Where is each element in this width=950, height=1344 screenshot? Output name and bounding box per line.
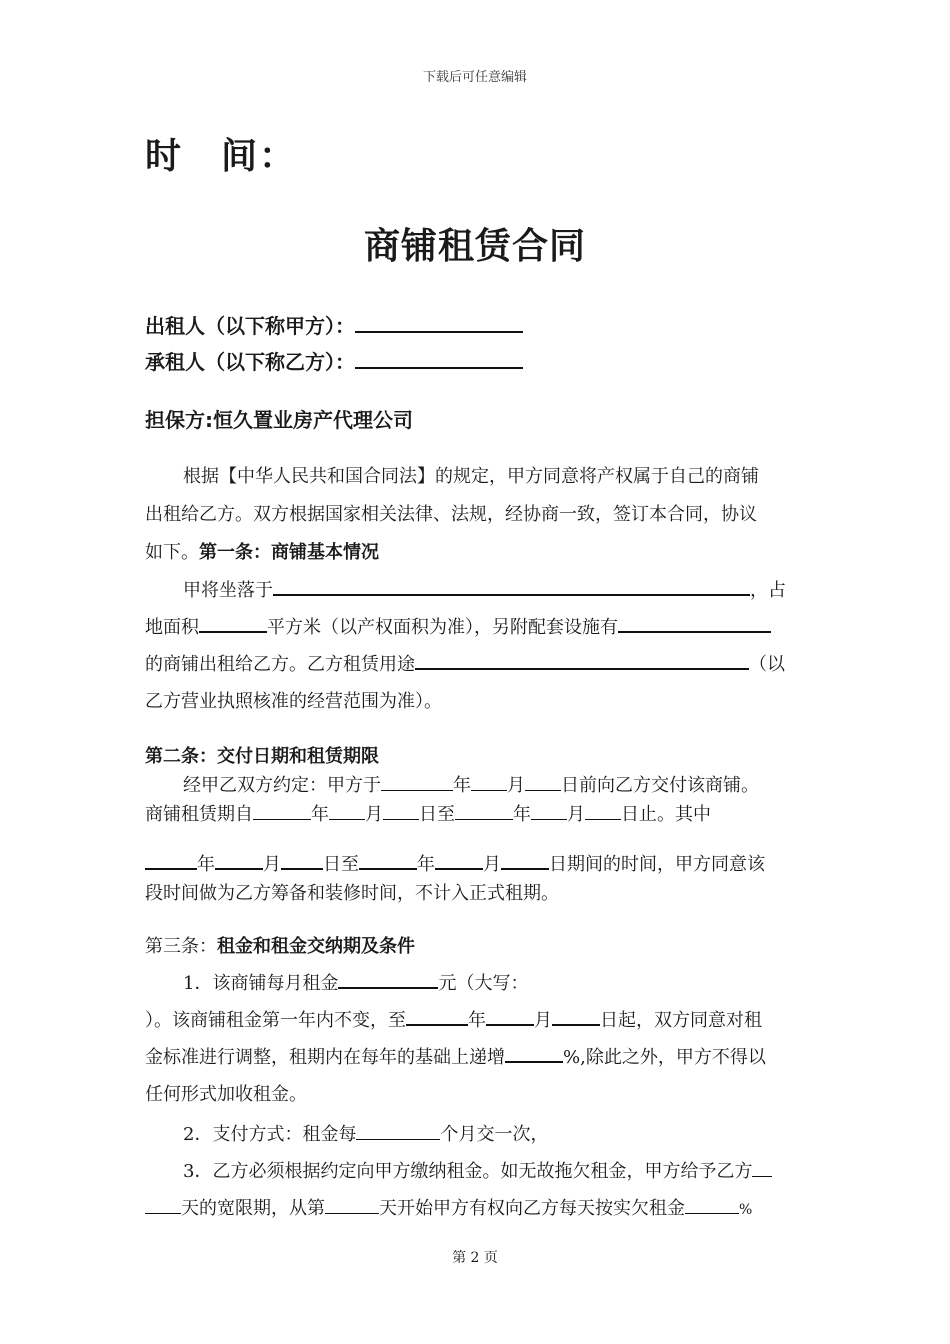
- lease-end-day-blank[interactable]: [585, 801, 621, 820]
- page-number: 第 2 页: [452, 1250, 498, 1266]
- month-label: 月: [507, 775, 525, 796]
- lessee-line: [145, 345, 523, 375]
- fitout-start-year-blank[interactable]: [145, 850, 197, 870]
- payment-period-blank[interactable]: [356, 1121, 440, 1140]
- art2-text: 日至: [323, 854, 359, 875]
- lease-start-year-blank[interactable]: [253, 801, 311, 820]
- art3-p2-line: [183, 1120, 548, 1144]
- art1-line-3: [145, 650, 785, 674]
- grace-days-blank-part2[interactable]: [145, 1195, 181, 1214]
- month-label: 月: [567, 804, 585, 825]
- time-label: 时 间：: [145, 136, 298, 177]
- art2-line-3: [145, 850, 765, 874]
- art2-text: 日至: [419, 804, 455, 825]
- art2-line-1: [183, 771, 759, 795]
- art3-p1-line-3: [145, 1043, 766, 1067]
- usage-blank[interactable]: [415, 650, 749, 670]
- lease-start-month-blank[interactable]: [329, 801, 365, 820]
- lease-end-month-blank[interactable]: [531, 801, 567, 820]
- art3-text: %,除此之外，甲方不得以: [563, 1047, 766, 1068]
- grace-days-blank-part1[interactable]: [752, 1158, 772, 1177]
- lessor-label: 出租人（以下称甲方）：: [145, 314, 355, 338]
- art1-text: ，占: [750, 580, 786, 601]
- facilities-blank[interactable]: [618, 613, 771, 633]
- art3-p3-line-2: [145, 1194, 752, 1218]
- art2-text: 日前向乙方交付该商铺。: [561, 775, 759, 796]
- guarantor-line: 担保方:恒久置业房产代理公司: [145, 408, 413, 432]
- art2-text: 经甲乙双方约定：甲方于: [183, 775, 381, 796]
- art1-line-1: [183, 576, 786, 600]
- intro-line-3: [145, 538, 379, 562]
- adjust-day-blank[interactable]: [552, 1006, 600, 1026]
- art1-text: 地面积: [145, 617, 199, 638]
- art2-text: 日期间的时间，甲方同意该: [549, 854, 765, 875]
- delivery-month-blank[interactable]: [471, 772, 507, 791]
- fitout-start-day-blank[interactable]: [281, 850, 323, 870]
- year-label: 年: [513, 804, 531, 825]
- monthly-rent-blank[interactable]: [338, 969, 438, 989]
- art3-text: 元（大写：: [438, 973, 529, 994]
- article-3-heading: [145, 932, 415, 956]
- adjust-month-blank[interactable]: [486, 1006, 534, 1026]
- art1-text: 的商铺出租给乙方。乙方租赁用途: [145, 654, 415, 675]
- lessee-label: 承租人（以下称乙方）：: [145, 350, 355, 374]
- article-1-heading: 第一条：商铺基本情况: [199, 542, 379, 563]
- month-label: 月: [365, 804, 383, 825]
- fitout-start-month-blank[interactable]: [215, 850, 263, 870]
- location-blank[interactable]: [273, 576, 750, 596]
- lease-start-day-blank[interactable]: [383, 801, 419, 820]
- delivery-day-blank[interactable]: [525, 772, 561, 791]
- month-label: 月: [534, 1010, 552, 1031]
- month-label: 月: [483, 854, 501, 875]
- area-blank[interactable]: [199, 613, 267, 633]
- intro-line-1: 根据【中华人民共和国合同法】的规定，甲方同意将产权属于自己的商铺: [183, 466, 759, 487]
- fitout-end-month-blank[interactable]: [435, 850, 483, 870]
- lessor-line: [145, 309, 523, 339]
- art3-p1-line-1: [183, 969, 528, 993]
- art1-text: 平方米（以产权面积为准），另附配套设施有: [267, 617, 618, 638]
- penalty-start-day-blank[interactable]: [325, 1195, 379, 1214]
- lessee-blank[interactable]: [355, 345, 523, 369]
- art3-text: 天的宽限期，从第: [181, 1198, 325, 1219]
- art3-p3-line-1: [183, 1157, 772, 1181]
- year-label: 年: [468, 1010, 486, 1031]
- art3-text: 个月交一次，: [440, 1124, 549, 1145]
- art1-line-4: 乙方营业执照核准的经营范围为准）。: [145, 691, 442, 712]
- header-note: 下载后可任意编辑: [422, 70, 527, 85]
- article-2-heading: 第二条：交付日期和租赁期限: [145, 746, 379, 767]
- art3-p1-line-2: [145, 1006, 762, 1030]
- art3-text: 金标准进行调整，租期内在每年的基础上递增: [145, 1047, 505, 1068]
- lease-end-year-blank[interactable]: [455, 801, 513, 820]
- article-3-label: 第三条：: [145, 936, 217, 957]
- art3-text: %: [739, 1202, 753, 1218]
- year-label: 年: [453, 775, 471, 796]
- art3-p1-line-4: 任何形式加收租金。: [145, 1084, 307, 1105]
- art2-text: 日止。其中: [621, 804, 711, 825]
- art3-text: 1．该商铺每月租金: [183, 973, 339, 994]
- penalty-rate-blank[interactable]: [685, 1195, 739, 1214]
- lessor-blank[interactable]: [355, 309, 523, 333]
- art1-text: （以: [749, 654, 785, 675]
- intro-text: 如下。: [145, 542, 199, 563]
- art3-text: 3．乙方必须根据约定向甲方缴纳租金。如无故拖欠租金，甲方给予乙方: [183, 1161, 753, 1182]
- increase-rate-blank[interactable]: [505, 1043, 563, 1063]
- article-3-title: 租金和租金交纳期及条件: [217, 936, 415, 957]
- art2-line-4: 段时间做为乙方筹备和装修时间，不计入正式租期。: [145, 883, 559, 904]
- delivery-year-blank[interactable]: [381, 772, 453, 791]
- art2-text: 商铺租赁期自: [145, 804, 253, 825]
- art1-text: 甲将坐落于: [183, 580, 273, 601]
- year-label: 年: [197, 854, 215, 875]
- fitout-end-year-blank[interactable]: [359, 850, 417, 870]
- art3-text: ）。该商铺租金第一年内不变，至: [145, 1010, 406, 1031]
- fitout-end-day-blank[interactable]: [501, 850, 549, 870]
- month-label: 月: [263, 854, 281, 875]
- adjust-year-blank[interactable]: [406, 1006, 468, 1026]
- art2-line-2: [145, 800, 711, 824]
- art3-text: 2．支付方式：租金每: [183, 1124, 357, 1145]
- intro-line-2: 出租给乙方。双方根据国家相关法律、法规，经协商一致，签订本合同，协议: [145, 504, 757, 525]
- art3-text: 日起，双方同意对租: [600, 1010, 762, 1031]
- year-label: 年: [311, 804, 329, 825]
- document-title: 商铺租赁合同: [363, 226, 586, 267]
- art1-line-2: [145, 613, 771, 637]
- year-label: 年: [417, 854, 435, 875]
- art3-text: 天开始甲方有权向乙方每天按实欠租金: [379, 1198, 685, 1219]
